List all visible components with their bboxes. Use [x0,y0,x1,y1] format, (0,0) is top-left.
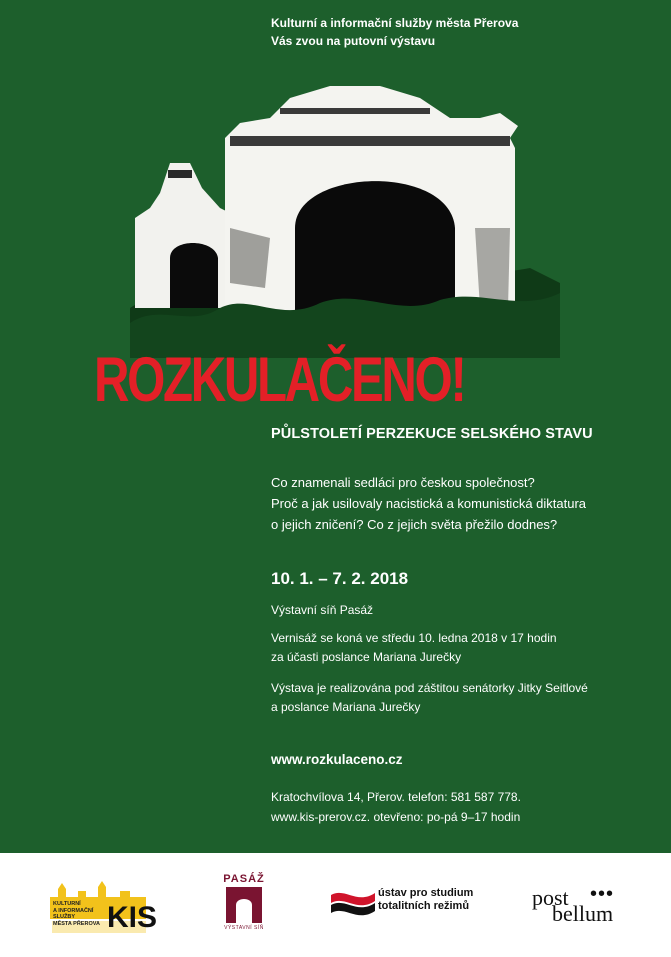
contact-line-2: www.kis-prerov.cz. otevřeno: po-pá 9–17 hodin [271,810,521,824]
ustr-logo [331,887,511,927]
ustr-logo-text [378,887,473,913]
ruined-gate-image [130,78,560,358]
kis-logo-word: KIS [107,901,158,934]
ustr-text-line-1: ústav pro studium [378,887,474,899]
ustr-text-line-2: totalitních režimů [378,900,470,912]
exhibition-dates: 10. 1. – 7. 2. 2018 [271,569,409,588]
questions [271,472,586,535]
venue: Výstavní síň Pasáž [271,603,374,617]
logo-strip [0,853,671,957]
post-bellum-dots: ••• [590,883,615,905]
kis-text-line-4: MĚSTA PŘEROVA [53,920,100,927]
patronage-line-2: a poslance Mariana Jurečky [271,700,421,714]
subtitle: PŮLSTOLETÍ PERZEKUCE SELSKÉHO STAVU [271,426,593,442]
pasaz-arch-icon [226,887,262,923]
pasaz-logo-title: PASÁŽ [223,873,265,885]
post-bellum-part-1: post [532,885,569,910]
website-link[interactable]: www.rozkulaceno.cz [271,752,403,767]
contact-info [271,787,521,827]
patronage-line-1: Výstava je realizována pod záštitou senátorky Jitky Seitlové [271,681,588,695]
pasaz-logo [219,873,269,945]
question-line-1: Co znamenali sedláci pro českou společnost? [271,475,535,490]
intro-line-2: Vás zvou na putovní výstavu [271,34,436,48]
kis-logo-text [53,901,100,927]
vernisage-line-2: za účasti poslance Mariana Jurečky [271,650,462,664]
kis-text-line-1: KULTURNÍ [53,901,81,907]
kis-text-line-3: SLUŽBY [53,914,75,920]
vernisage-info [271,629,557,667]
kis-text-line-2: A INFORMAČNÍ [53,907,94,914]
intro [271,14,518,50]
vernisage-line-1: Vernisáž se koná ve středu 10. ledna 2018 v 17 hodin [271,631,557,645]
post-bellum-logo [532,881,632,931]
patronage-info [271,679,588,717]
post-bellum-part-2: bellum [552,901,614,926]
ustr-flag-icon [331,887,375,923]
headline: ROZKULAČENO! [94,345,465,415]
kis-logo [50,879,158,935]
question-line-2: Proč a jak usilovaly nacistická a komunistická diktatura [271,496,587,511]
intro-line-1: Kulturní a informační služby města Přerova [271,16,519,30]
pasaz-logo-subtitle: VÝSTAVNÍ SÍŇ [224,925,264,931]
contact-line-1: Kratochvílova 14, Přerov. telefon: 581 587 778. [271,790,521,804]
question-line-3: o jejich zničení? Co z jejich světa přežilo dodnes? [271,517,558,532]
